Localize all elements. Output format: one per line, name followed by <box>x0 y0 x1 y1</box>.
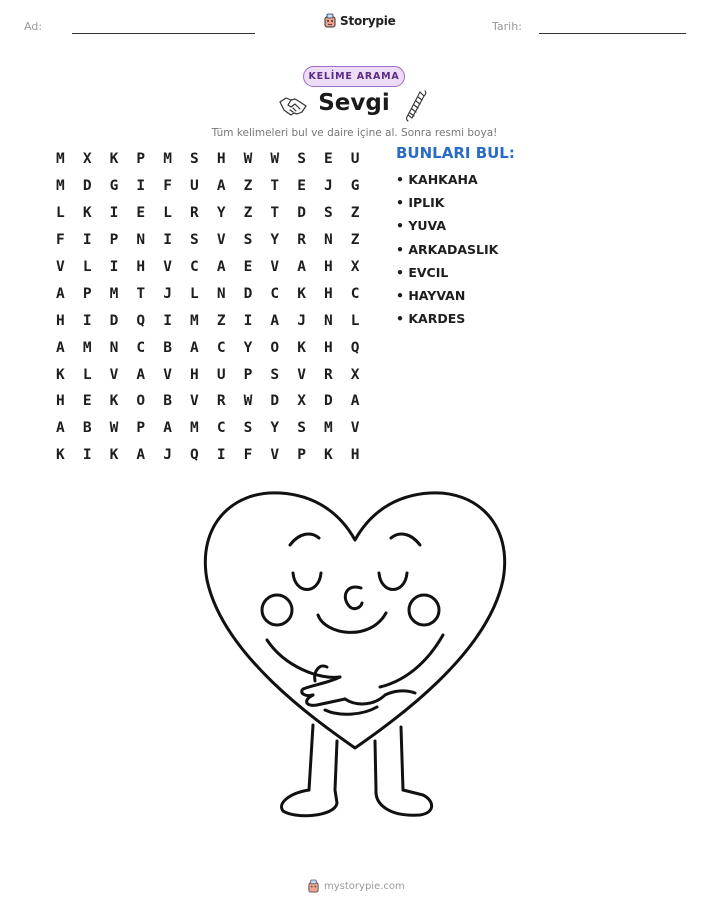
brand-name: Storypie <box>340 14 396 28</box>
grid-letter[interactable]: G <box>350 178 360 195</box>
grid-letter[interactable]: H <box>190 366 199 383</box>
grid-letter[interactable]: M <box>82 339 92 356</box>
grid-letter[interactable]: K <box>56 366 65 383</box>
grid-letter[interactable]: M <box>109 285 119 302</box>
grid-letter[interactable]: P <box>109 232 119 249</box>
grid-letter[interactable]: P <box>136 151 146 168</box>
activity-badge: KELİME ARAMA <box>303 66 405 87</box>
grid-letter[interactable]: Y <box>270 232 280 249</box>
grid-letter[interactable]: Z <box>243 178 253 195</box>
grid-letter[interactable]: C <box>136 339 146 356</box>
grid-letter[interactable]: S <box>243 232 253 249</box>
grid-letter[interactable]: M <box>56 178 65 195</box>
footer <box>307 879 405 894</box>
grid-letter[interactable]: U <box>216 366 226 383</box>
grid-letter[interactable]: W <box>243 393 253 410</box>
grid-letter[interactable]: I <box>243 312 253 329</box>
grid-letter[interactable]: V <box>56 259 65 275</box>
grid-letter[interactable]: S <box>243 420 253 437</box>
grid-letter[interactable]: S <box>297 151 306 168</box>
grid-letter[interactable]: D <box>297 205 306 222</box>
grid-letter[interactable]: F <box>163 178 172 195</box>
grid-letter[interactable]: H <box>56 312 65 329</box>
grid-letter[interactable]: L <box>350 312 360 329</box>
grid-letter[interactable]: O <box>136 393 146 410</box>
grid-letter[interactable]: X <box>350 259 360 275</box>
footer-mascot-icon <box>307 879 320 894</box>
grid-letter[interactable]: K <box>109 393 119 410</box>
grid-letter[interactable]: N <box>324 232 333 249</box>
grid-letter[interactable]: R <box>216 393 226 410</box>
grid-letter[interactable]: G <box>109 178 119 195</box>
grid-letter[interactable]: O <box>270 339 280 356</box>
grid-letter[interactable]: V <box>270 447 280 464</box>
grid-letter[interactable]: E <box>297 178 306 195</box>
grid-letter[interactable]: D <box>243 285 253 302</box>
grid-letter[interactable]: H <box>350 447 360 464</box>
grid-letter[interactable]: K <box>297 285 306 302</box>
grid-letter[interactable]: J <box>163 285 172 302</box>
grid-letter[interactable]: S <box>270 366 280 383</box>
grid-letter[interactable]: Y <box>270 420 280 437</box>
grid-letter[interactable]: I <box>82 232 92 249</box>
grid-letter[interactable]: C <box>350 285 360 302</box>
grid-letter[interactable]: U <box>350 151 360 168</box>
grid-letter[interactable]: A <box>56 420 65 437</box>
grid-letter[interactable]: J <box>163 447 172 464</box>
grid-letter[interactable]: A <box>350 393 360 410</box>
grid-letter[interactable]: A <box>163 420 172 437</box>
grid-letter[interactable]: K <box>109 151 119 168</box>
grid-letter[interactable]: I <box>163 312 172 329</box>
word-list-item: • HAYVAN <box>396 287 466 303</box>
grid-letter[interactable]: K <box>324 447 333 464</box>
grid-letter[interactable]: C <box>216 339 226 356</box>
word-list-item: • ARKADASLIK <box>396 241 499 257</box>
grid-letter[interactable]: L <box>82 366 92 383</box>
grid-letter[interactable]: U <box>190 178 199 195</box>
grid-letter[interactable]: H <box>216 151 226 168</box>
grid-letter[interactable]: V <box>297 366 306 383</box>
grid-letter[interactable]: N <box>136 232 146 249</box>
grid-letter[interactable]: P <box>297 447 306 464</box>
grid-letter[interactable]: L <box>163 205 172 222</box>
grid-letter[interactable]: I <box>82 312 92 329</box>
grid-letter[interactable]: W <box>109 420 119 437</box>
name-line <box>72 33 255 34</box>
grid-letter[interactable]: R <box>324 366 333 383</box>
grid-letter[interactable]: A <box>190 339 199 356</box>
grid-letter[interactable]: D <box>324 393 333 410</box>
grid-letter[interactable]: R <box>297 232 306 249</box>
grid-letter[interactable]: M <box>190 420 199 437</box>
grid-letter[interactable]: D <box>270 393 280 410</box>
grid-letter[interactable]: V <box>109 366 119 383</box>
grid-letter[interactable]: A <box>216 259 226 275</box>
grid-letter[interactable]: M <box>163 151 172 168</box>
word-list-item: • KAHKAHA <box>396 172 478 187</box>
grid-letter[interactable]: V <box>163 259 172 275</box>
grid-letter[interactable]: A <box>56 285 65 302</box>
grid-letter[interactable]: P <box>136 420 146 437</box>
grid-letter[interactable]: Z <box>216 312 226 329</box>
grid-letter[interactable]: H <box>324 339 333 356</box>
hugging-heart-illustration <box>195 485 515 830</box>
word-list-item: • EVCIL <box>396 264 449 280</box>
grid-letter[interactable]: E <box>82 393 92 410</box>
grid-letter[interactable]: Q <box>190 447 199 464</box>
page-title: Sevgi <box>318 90 390 116</box>
grid-letter[interactable]: X <box>350 366 360 383</box>
grid-letter[interactable]: Z <box>243 205 253 222</box>
grid-letter[interactable]: S <box>324 205 333 222</box>
grid-letter[interactable]: I <box>216 447 226 464</box>
grid-letter[interactable]: I <box>136 178 146 195</box>
grid-letter[interactable]: A <box>270 312 280 329</box>
grid-letter[interactable]: E <box>136 205 146 222</box>
grid-letter[interactable]: T <box>136 285 146 302</box>
grid-letter[interactable]: T <box>270 178 280 195</box>
grid-letter[interactable]: K <box>82 205 92 222</box>
grid-letter[interactable]: V <box>163 366 172 383</box>
grid-letter[interactable]: A <box>297 259 306 275</box>
grid-letter[interactable]: D <box>109 312 119 329</box>
grid-letter[interactable]: H <box>324 285 333 302</box>
grid-letter[interactable]: C <box>216 420 226 437</box>
grid-letter[interactable]: I <box>163 232 172 249</box>
grid-letter[interactable]: C <box>190 259 199 275</box>
grid-letter[interactable]: V <box>350 420 360 437</box>
grid-letter[interactable]: V <box>190 393 199 410</box>
date-label: Tarih: <box>492 20 522 33</box>
grid-letter[interactable]: A <box>56 339 65 356</box>
grid-letter[interactable]: I <box>109 259 119 275</box>
grid-letter[interactable]: N <box>109 339 119 356</box>
grid-letter[interactable]: P <box>243 366 253 383</box>
grid-letter[interactable]: J <box>324 178 333 195</box>
grid-letter[interactable]: Z <box>350 205 360 222</box>
grid-letter[interactable]: S <box>190 151 199 168</box>
grid-letter[interactable]: W <box>243 151 253 168</box>
yarn-thread-icon <box>404 90 430 122</box>
grid-letter[interactable]: E <box>324 151 333 168</box>
grid-letter[interactable]: A <box>136 366 146 383</box>
grid-letter[interactable]: D <box>82 178 92 195</box>
grid-letter[interactable]: K <box>56 447 65 464</box>
grid-letter[interactable]: E <box>243 259 253 275</box>
grid-letter[interactable]: I <box>82 447 92 464</box>
grid-letter[interactable]: C <box>270 285 280 302</box>
word-list-item: • KARDES <box>396 311 466 327</box>
grid-letter[interactable]: Q <box>136 312 146 329</box>
word-list-title: BUNLARI BUL: <box>396 144 515 162</box>
name-label: Ad: <box>24 20 43 33</box>
grid-letter[interactable]: N <box>216 285 226 302</box>
word-list-item: • YUVA <box>396 218 447 234</box>
grid-letter[interactable]: N <box>324 312 333 329</box>
grid-letter[interactable]: M <box>324 420 333 437</box>
word-list-item: • IPLIK <box>396 195 445 211</box>
grid-letter[interactable]: A <box>216 178 226 195</box>
grid-letter[interactable]: R <box>190 205 199 222</box>
grid-letter[interactable]: S <box>190 232 199 249</box>
grid-letter[interactable]: T <box>270 205 280 222</box>
grid-letter[interactable]: H <box>324 259 333 275</box>
grid-letter[interactable]: L <box>190 285 199 302</box>
grid-letter[interactable]: B <box>163 339 172 356</box>
word-list <box>396 170 498 332</box>
storypie-mascot-icon <box>323 13 337 29</box>
grid-letter[interactable]: X <box>297 393 306 410</box>
date-line <box>539 33 686 34</box>
grid-letter[interactable]: X <box>82 151 92 168</box>
grid-letter[interactable]: H <box>56 393 65 410</box>
grid-letter[interactable]: L <box>56 205 65 222</box>
grid-letter[interactable]: A <box>136 447 146 464</box>
grid-letter[interactable]: M <box>190 312 199 329</box>
instructions: Tüm kelimeleri bul ve daire içine al. Sonra resmi boya! <box>211 127 498 139</box>
grid-letter[interactable]: V <box>216 232 226 249</box>
grid-letter[interactable]: W <box>270 151 280 168</box>
grid-letter[interactable]: L <box>82 259 92 275</box>
grid-letter[interactable]: Y <box>243 339 253 356</box>
grid-letter[interactable]: B <box>82 420 92 437</box>
grid-letter[interactable]: V <box>270 259 280 275</box>
grid-letter[interactable]: K <box>297 339 306 356</box>
grid-letter[interactable]: Z <box>350 232 360 249</box>
grid-letter[interactable]: I <box>109 205 119 222</box>
grid-letter[interactable]: S <box>297 420 306 437</box>
grid-letter[interactable]: B <box>163 393 172 410</box>
grid-letter[interactable]: K <box>109 447 119 464</box>
grid-letter[interactable]: J <box>297 312 306 329</box>
grid-letter[interactable]: P <box>82 285 92 302</box>
grid-letter[interactable]: F <box>243 447 253 464</box>
grid-letter[interactable]: M <box>56 151 65 168</box>
footer-url[interactable]: mystorypie.com <box>324 881 405 892</box>
grid-letter[interactable]: H <box>136 259 146 275</box>
grid-letter[interactable]: Y <box>216 205 226 222</box>
word-search-grid <box>47 146 369 469</box>
grid-letter[interactable]: F <box>56 232 65 249</box>
grid-letter[interactable]: Q <box>350 339 360 356</box>
brand-logo <box>323 13 396 29</box>
